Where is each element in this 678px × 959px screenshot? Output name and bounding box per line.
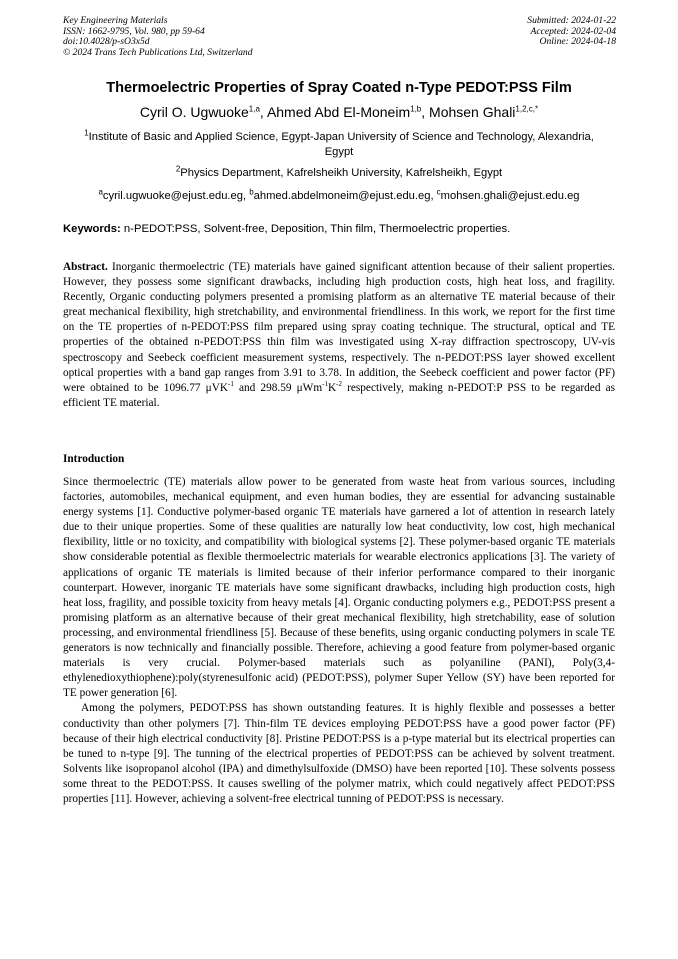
abstract-superscript: -2	[336, 379, 342, 388]
submission-dates	[527, 16, 616, 48]
author-emails	[70, 189, 608, 204]
journal-name: Key Engineering Materials	[63, 15, 168, 26]
keywords-text: n-PEDOT:PSS, Solvent-free, Deposition, Thin film, Thermoelectric properties.	[120, 223, 511, 235]
accepted-date: Accepted: 2024-02-04	[530, 25, 616, 37]
journal-copyright: © 2024 Trans Tech Publications Ltd, Switzerland	[63, 46, 253, 58]
journal-doi: doi:10.4028/p-sO3x5d	[63, 36, 150, 48]
author-superscript: 1,2,c,*	[515, 104, 539, 114]
affiliation-superscript: 1	[84, 128, 89, 138]
email-separator: ,	[430, 190, 437, 202]
affiliation-1	[70, 130, 608, 160]
keywords	[63, 223, 615, 235]
abstract-text: and 298.59 μWm	[233, 381, 323, 394]
author-name: Cyril O. Ugwuoke	[139, 104, 249, 120]
submitted-date: Submitted: 2024-01-22	[527, 15, 616, 26]
affiliation-text: Institute of Basic and Applied Science, Egypt-Japan University of Science and Technology, Alexandria, Egypt	[88, 131, 594, 158]
author-name: Mohsen Ghali	[429, 104, 516, 120]
author-superscript: 1,a	[248, 104, 260, 114]
author-name: Ahmed Abd El-Moneim	[266, 104, 411, 120]
abstract-label: Abstract.	[63, 261, 108, 273]
online-date: Online: 2024-04-18	[539, 36, 616, 48]
paper-title: Thermoelectric Properties of Spray Coated n-Type PEDOT:PSS Film	[106, 80, 572, 96]
affiliation-text: Physics Department, Kafrelsheikh University, Kafrelsheikh, Egypt	[180, 167, 503, 179]
abstract-text: Inorganic thermoelectric (TE) materials have gained significant attention because of their salient properties. However, they possess some significant drawbacks, including high production costs, high heat loss, and fragility. Recently, Organic conducting polymers presented a promising platform as an alternative TE material because of their great mechanical flexibility, high stretchability, and environmental friendliness. In this work, we report for the first time on the TE properties of n-PEDOT:PSS film prepared using spray coating technique. The structural, optical and TE properties of the obtained n-PEDOT:PSS thin film was investigated using X-ray diffraction spectroscopy, UV-vis spectroscopy and Seebeck coefficient measurement systems, respectively. The n-PEDOT:PSS layer showed excellent optical properties with a band gap ranges from 3.91 to 3.78. In addition, the Seebeck coefficient and power factor (PF) were obtained to be 1096.77 μVK	[63, 261, 615, 394]
abstract-superscript: -1	[322, 379, 328, 388]
journal-info	[63, 16, 253, 58]
paragraph: Among the polymers, PEDOT:PSS has shown outstanding features. It is highly flexible and possesses a better conductivity than other polymers [7]. Thin-film TE devices employing PEDOT:PSS have a good power factor (PF) because of their high electrical conductivity [8]. Pristine PEDOT:PSS is a p-type material but its electrical properties can be tuned to n-type [9]. The tunning of the electrical properties of PEDOT:PSS can be achieved by solvent treatment. Solvents like isopropanol alcohol (IPA) and dimethylsulfoxide (DMSO) have been reported [10]. These solvents possess some threat to the PEDOT:PSS. It causes swelling of the polymer matrix, which could negatively affect PEDOT:PSS properties [11]. However, achieving a solvent-free electrical tunning of PEDOT:PSS is necessary.	[63, 702, 615, 805]
abstract-superscript: -1	[228, 379, 234, 388]
email-link[interactable]: mohsen.ghali@ejust.edu.eg	[440, 190, 580, 202]
section-heading-introduction: Introduction	[63, 453, 125, 465]
affiliation-2	[70, 166, 608, 181]
email-superscript: c	[436, 187, 441, 197]
email-link[interactable]: ahmed.abdelmoneim@ejust.edu.eg	[253, 190, 431, 202]
affiliation-superscript: 2	[175, 164, 181, 174]
introduction-body	[63, 475, 615, 807]
abstract	[63, 260, 615, 411]
email-superscript: b	[249, 187, 254, 197]
author-superscript: 1,b	[410, 104, 422, 114]
email-link[interactable]: cyril.ugwuoke@ejust.edu.eg	[102, 190, 243, 202]
email-separator: ,	[242, 190, 250, 202]
journal-issn: ISSN: 1662-9795, Vol. 980, pp 59-64	[63, 25, 205, 37]
abstract-text: K	[327, 381, 337, 394]
author-list	[30, 104, 648, 120]
email-superscript: a	[98, 187, 103, 197]
paragraph: Since thermoelectric (TE) materials allow power to be generated from waste heat from various sources, including factories, automobiles, mechanical equipment, and even human bodies, they are essential for advancing sustainable energy systems [1]. Conductive polymer-based organic TE materials have garnered a lot of attention in research lately due to their unique properties. Some of these qualities are naturally low heat conductivity, low cost, high mechanical flexibility, little or no toxicity, and compatibility with biological systems [2]. These polymer-based organic TE materials show considerable potential as flexible thermoelectric materials for wearable electronics applications [3]. The variety of applications of organic TE materials is limited because of their inferior performance compared to their inorganic counterpart. However, inorganic TE materials have some significant drawbacks, including high production costs, high heat loss, fragility, and possible toxicity from heavy metals [4]. Organic conducting polymers e.g., PEDOT:PSS present a promising platform as an alternative because of their great mechanical flexibility, high stretchability, ease of solution processing, and environmental friendliness [5]. Because of these benefits, using organic conducting polymers in scale TE generators is now technically and financially possible. Therefore, achieving a good feature from polymer-based organic materials is very crucial. Polymer-based materials such as polyaniline (PANI), Poly(3,4-ethylenedioxythiophene):poly(styrenesulfonic acid) (PEDOT:PSS), polymer Super Yellow (SY) have been reported for TE power generation [6].	[63, 476, 615, 700]
author-separator: ,	[259, 104, 267, 120]
abstract-text: respectively, making n-PEDOT:P PSS to be regarded as efficient TE material.	[63, 381, 615, 409]
keywords-label: Keywords:	[63, 223, 121, 235]
author-separator: ,	[421, 104, 430, 120]
